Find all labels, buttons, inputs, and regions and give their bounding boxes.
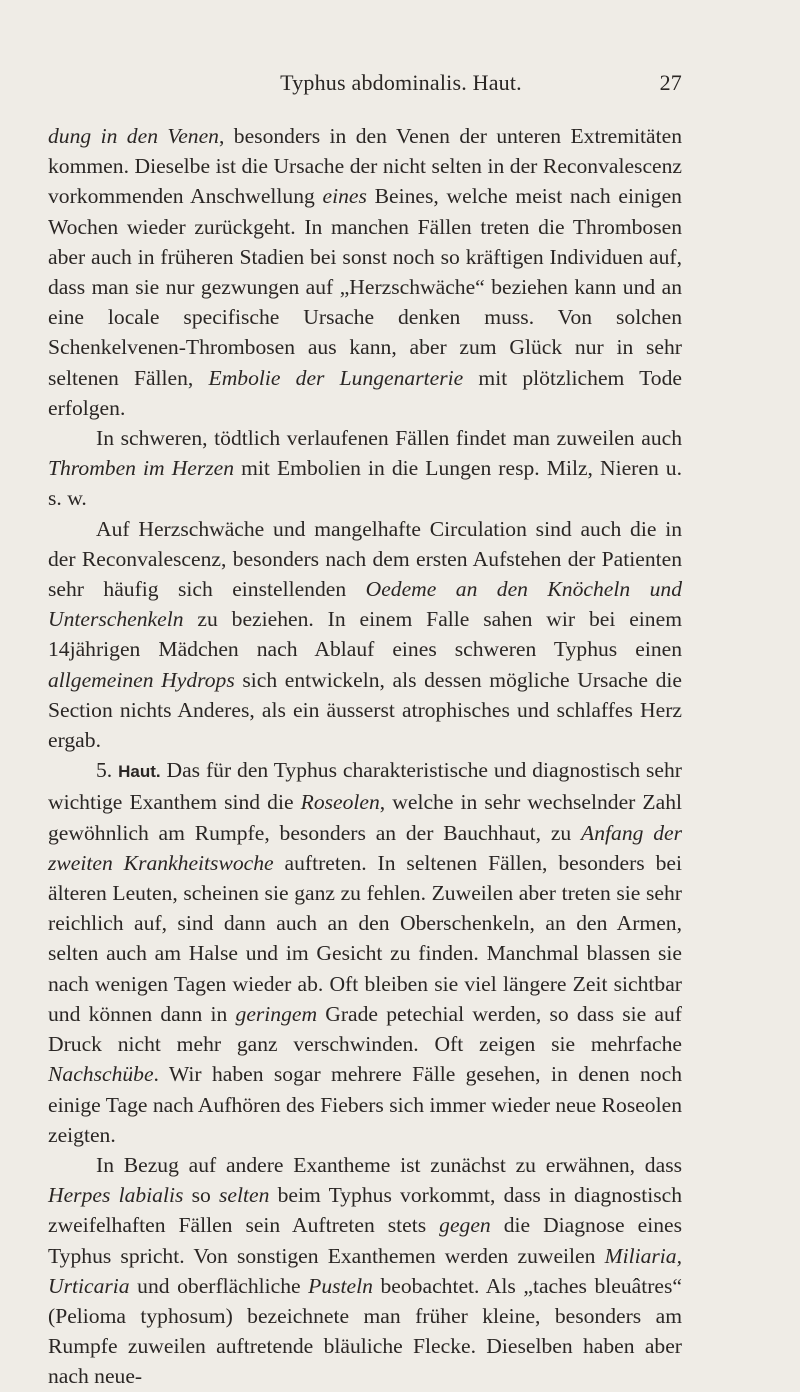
text-run: auftreten. In seltenen Fällen, besonders bei älteren Leuten, scheinen sie ganz zu fehlen. Zuweilen aber treten sie sehr reichlich auf, sind dann auch an den Oberschenkeln, an den Armen, selten auch am Halse und im Gesicht zu finden. Manchmal blassen sie nach wenigen Tagen wieder ab. Oft bleiben sie viel längere Zeit sichtbar und können dann in (48, 850, 682, 1026)
text-run: Thromben im Herzen (48, 456, 235, 481)
running-head-title: Typhus abdominalis. Haut. (280, 70, 522, 95)
paragraph-skin (48, 755, 682, 1150)
text-run: beim Typhus vorkommt, dass in diagnostisch zweifelhaften Fällen sein Auftreten stets (48, 1183, 683, 1238)
text-run: , welche in sehr wechselnder Zahl gewöhnlich am Rumpfe, besonders an der Bauchhaut, zu (48, 790, 683, 845)
text-run: Auf Herzschwäche und mangelhafte Circulation sind auch die in der Reconvalescenz, besonders nach dem ersten Aufstehen der Patienten sehr häufig sich einstellenden (48, 516, 682, 602)
text-run: Oedeme an den Knöcheln und Unterschenkeln (48, 577, 682, 632)
section-heading-haut: Haut. (118, 762, 161, 782)
text-run: allgemeinen Hydrops (48, 667, 235, 692)
text-run: Grade petechial werden, so dass sie auf Druck nicht mehr ganz verschwinden. Oft zeigen sie mehrfache (48, 1001, 682, 1057)
text-run: Herpes labialis (48, 1183, 184, 1208)
text-run: selten (219, 1183, 270, 1208)
text-run: zu beziehen. In einem Falle sahen wir bei einem 14jährigen Mädchen nach Ablauf eines schweren Typhus einen (48, 607, 682, 662)
text-run: geringem (235, 1001, 318, 1026)
text-run: Beines, welche meist nach einigen Wochen wieder zurückgeht. In manchen Fällen treten die Thrombosen aber auch in früheren Stadien bei sonst noch so kräftigen Individuen auf, dass man sie nur gezwungen auf „Herzschwäche“ beziehen kann und an eine locale specifische Ursache denken muss. Von solchen Schenkelvenen-Thrombosen aus kann, aber zum Glück nur in sehr seltenen Fällen, (48, 184, 682, 390)
text-run: . Wir haben sogar mehrere Fälle gesehen, in denen noch einige Tage nach Aufhören des Fiebers sich immer wieder neue Roseolen zeigten. (48, 1062, 682, 1147)
paragraph-heart-thrombi (48, 423, 682, 514)
text-run: In schweren, tödtlich verlaufenen Fällen findet man zuweilen auch (96, 426, 682, 451)
section-number: 5. (96, 758, 119, 783)
text-run: sich entwickeln, als dessen mögliche Ursache die Section nichts Anderes, als ein äusserst atrophisches und schlaffes Herz ergab. (48, 667, 682, 753)
text-run: gegen (439, 1213, 491, 1238)
text-run: dung in den Venen (48, 124, 219, 148)
text-run: , besonders in den Venen der unteren Extremitäten kommen. Dieselbe ist die Ursache der nicht selten in der Reconvalescenz vorkommenden Anschwellung (48, 124, 682, 209)
text-run: eines (322, 184, 367, 209)
text-run: und oberflächliche (129, 1273, 309, 1298)
running-head (120, 70, 682, 100)
text-run: Embolie der Lungenarterie (208, 365, 464, 390)
text-run: die Diagnose eines Typhus spricht. Von sonstigen Exanthemen werden zuweilen (48, 1213, 682, 1268)
text-run: beobachtet. Als „taches bleuâtres“ (Pelioma typhosum) bezeichnete man früher kleine, besonders am Rumpfe zuweilen auftretende bläuliche Flecke. Dieselben haben aber nach neue- (48, 1273, 682, 1389)
text-run: Pusteln (308, 1273, 373, 1298)
text-run: so (183, 1183, 219, 1208)
page-number: 27 (659, 70, 682, 95)
text-run: mit plötzlichem Tode erfolgen. (48, 365, 682, 420)
text-run: Miliaria, Urticaria (48, 1243, 682, 1298)
text-run: In Bezug auf andere Exantheme ist zunächst zu erwähnen, dass (96, 1152, 682, 1177)
text-run: mit Embolien in die Lungen resp. Milz, Nieren u. s. w. (48, 456, 682, 511)
text-run: Das für den Typhus charakteristische und diagnostisch sehr wichtige Exanthem sind die (48, 758, 682, 815)
paragraph-oedema (48, 514, 682, 756)
text-run: Nachschübe (48, 1062, 154, 1087)
text-run: Roseolen (300, 790, 380, 815)
paragraph-other-exanthems (48, 1150, 682, 1392)
text-run: Anfang der zweiten Krankheitswoche (48, 820, 683, 875)
paragraph-thrombosis (48, 121, 682, 423)
body-text (48, 121, 682, 1392)
